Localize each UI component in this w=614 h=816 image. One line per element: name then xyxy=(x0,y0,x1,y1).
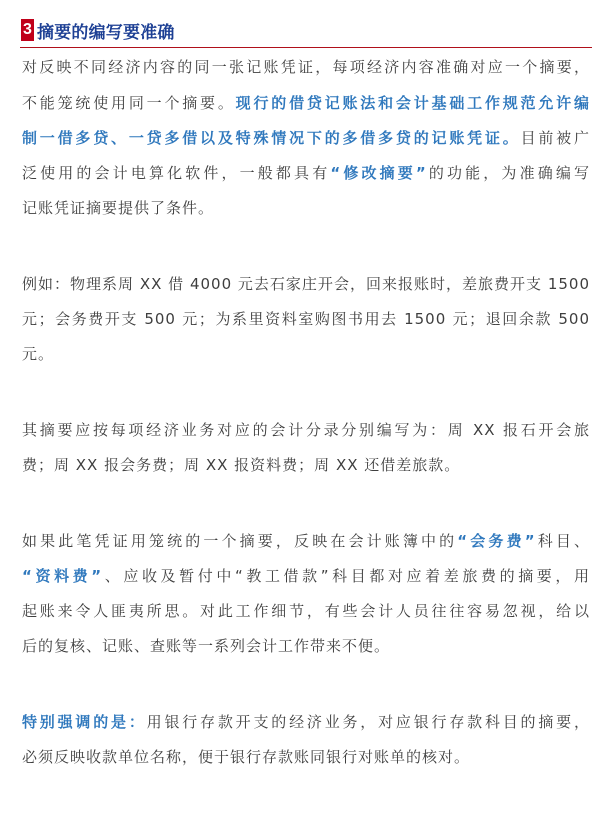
paragraph xyxy=(22,50,590,226)
text-line xyxy=(22,156,590,191)
body-text: 元。 xyxy=(22,345,55,364)
body-text: 记账凭证摘要提供了条件。 xyxy=(22,199,215,218)
body-text: 的功能，为准确编写 xyxy=(426,163,590,182)
paragraph xyxy=(22,705,590,775)
text-line xyxy=(22,705,590,740)
text-line xyxy=(22,413,590,448)
body-text: 、应收及暂付中“教工借款”科目都对应着差旅费的摘要，用 xyxy=(102,566,590,585)
article-body xyxy=(22,50,590,816)
body-text: 元；会务费开支 500 元；为系里资料室购图书用去 1500 元；退回余款 500 xyxy=(22,310,590,329)
body-text: 后的复核、记账、查账等一系列会计工作带来不便。 xyxy=(22,637,391,656)
body-text: 泛使用的会计电算化软件，一般都具有 xyxy=(22,163,331,182)
body-text: 对反映不同经济内容的同一张记账凭证，每项经济内容准确对应一个摘要， xyxy=(22,58,590,77)
emphasis-text: “修改摘要” xyxy=(330,163,427,182)
body-text: 例如：物理系周 XX 借 4000 元去石家庄开会，回来报账时，差旅费开支 1500 xyxy=(22,274,590,293)
text-line xyxy=(22,50,590,85)
body-text: 不能笼统使用同一个摘要。 xyxy=(22,93,236,112)
emphasis-text: “会务费” xyxy=(457,531,536,550)
paragraph xyxy=(22,267,590,373)
text-line xyxy=(22,448,590,483)
text-line xyxy=(22,86,590,121)
body-text: 费；周 XX 报会务费；周 XX 报资料费；周 XX 还借差旅款。 xyxy=(22,456,461,475)
heading-divider xyxy=(20,47,592,48)
emphasis-text: “资料费” xyxy=(22,566,103,585)
body-text: 如果此笔凭证用笼统的一个摘要，反映在会计账簿中的 xyxy=(22,531,458,550)
paragraph xyxy=(22,524,590,665)
body-text: 起账来令人匪夷所思。对此工作细节，有些会计人员往往容易忽视，给以 xyxy=(22,602,590,621)
text-line xyxy=(22,267,590,302)
section-number-badge: 3 xyxy=(21,19,34,41)
emphasis-text: 特别强调的是： xyxy=(22,713,147,732)
paragraph xyxy=(22,413,590,483)
text-line xyxy=(22,629,590,664)
body-text: 目前被广 xyxy=(520,128,590,147)
section-heading xyxy=(21,16,175,44)
text-line xyxy=(22,524,590,559)
text-line xyxy=(22,302,590,337)
text-line xyxy=(22,191,590,226)
text-line xyxy=(22,594,590,629)
text-line xyxy=(22,559,590,594)
body-text: 科目、 xyxy=(535,531,590,550)
emphasis-text: 制一借多贷、一贷多借以及特殊情况下的多借多贷的记账凭证。 xyxy=(22,128,521,147)
emphasis-text: 现行的借贷记账法和会计基础工作规范允许编 xyxy=(235,93,590,112)
section-title: 摘要的编写要准确 xyxy=(37,22,175,43)
body-text: 必须反映收款单位名称，便于银行存款账同银行对账单的核对。 xyxy=(22,748,471,767)
body-text: 用银行存款开支的经济业务，对应银行存款科目的摘要， xyxy=(146,713,590,732)
text-line xyxy=(22,121,590,156)
text-line xyxy=(22,337,590,372)
body-text: 其摘要应按每项经济业务对应的会计分录分别编写为：周 XX 报石开会旅 xyxy=(22,420,590,439)
text-line xyxy=(22,740,590,775)
